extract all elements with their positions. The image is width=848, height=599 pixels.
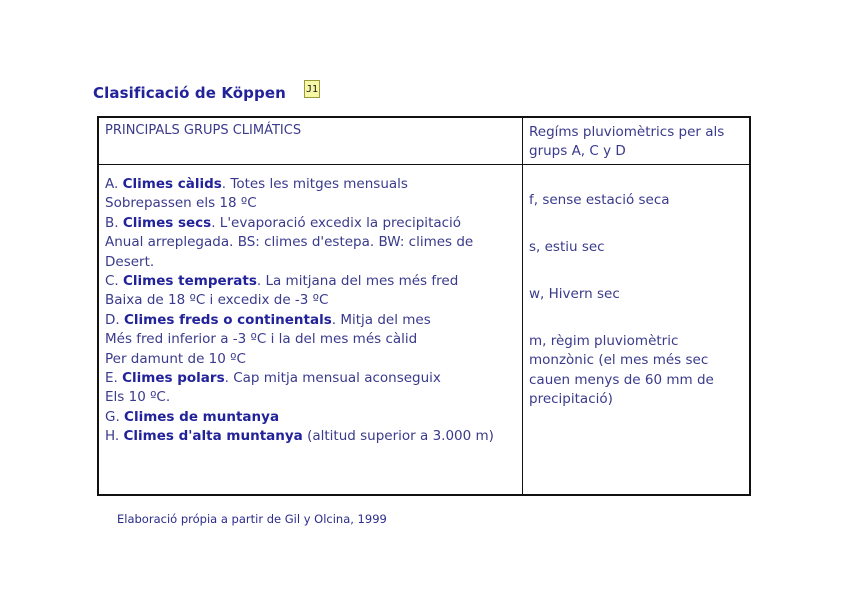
group-term: Climes secs <box>122 214 212 231</box>
header-rainfall-regimes: Regíms pluviomètrics per als grups A, C y D <box>529 124 725 159</box>
regime-f: f, sense estació seca <box>529 192 670 208</box>
group-line: Per damunt de 10 ºC <box>105 350 246 367</box>
group-line: E. Climes polars. Cap mitja mensual aconseguix <box>105 370 441 387</box>
climate-groups-list <box>105 175 523 447</box>
group-line: Els 10 ºC. <box>105 389 171 406</box>
group-line: Desert. <box>105 253 155 270</box>
header-divider <box>99 164 749 165</box>
header-climate-groups: PRINCIPALS GRUPS CLIMÁTICS <box>105 123 302 138</box>
koppen-table <box>97 116 751 496</box>
group-term: Climes d'alta muntanya <box>123 428 303 445</box>
group-line: C. Climes temperats. La mitjana del mes més fred <box>105 273 459 290</box>
group-term: Climes temperats <box>123 273 257 290</box>
group-term: Climes polars <box>122 370 225 387</box>
regime-w: w, Hivern sec <box>529 286 620 302</box>
group-term: Climes de muntanya <box>124 408 280 425</box>
source-footnote: Elaboració própia a partir de Gil y Olcina, 1999 <box>117 512 387 526</box>
group-term: Climes freds o continentals <box>123 311 332 328</box>
regime-m: m, règim pluviomètric monzònic (el mes més sec cauen menys de 60 mm de precipitació) <box>529 333 714 408</box>
group-line: A. Climes càlids. Totes les mitges mensuals <box>105 176 408 192</box>
page-title: Clasificació de Köppen <box>93 84 286 102</box>
group-line: Sobrepassen els 18 ºC <box>105 195 257 212</box>
comment-marker[interactable]: J1 <box>304 80 320 98</box>
regime-s: s, estiu sec <box>529 239 605 255</box>
group-line: D. Climes freds o continentals. Mitja del mes <box>105 311 431 328</box>
group-line: Anual arreplegada. BS: climes d'estepa. BW: climes de <box>105 234 474 251</box>
group-line: H. Climes d'alta muntanya (altitud superior a 3.000 m) <box>105 428 494 445</box>
group-line: B. Climes secs. L'evaporació excedix la precipitació <box>105 214 462 231</box>
group-line: Baixa de 18 ºC i excedix de -3 ºC <box>105 292 329 309</box>
group-term: Climes càlids <box>122 176 222 192</box>
group-line: G. Climes de muntanya <box>105 408 280 425</box>
group-line: Més fred inferior a -3 ºC i la del mes més càlid <box>105 331 418 348</box>
